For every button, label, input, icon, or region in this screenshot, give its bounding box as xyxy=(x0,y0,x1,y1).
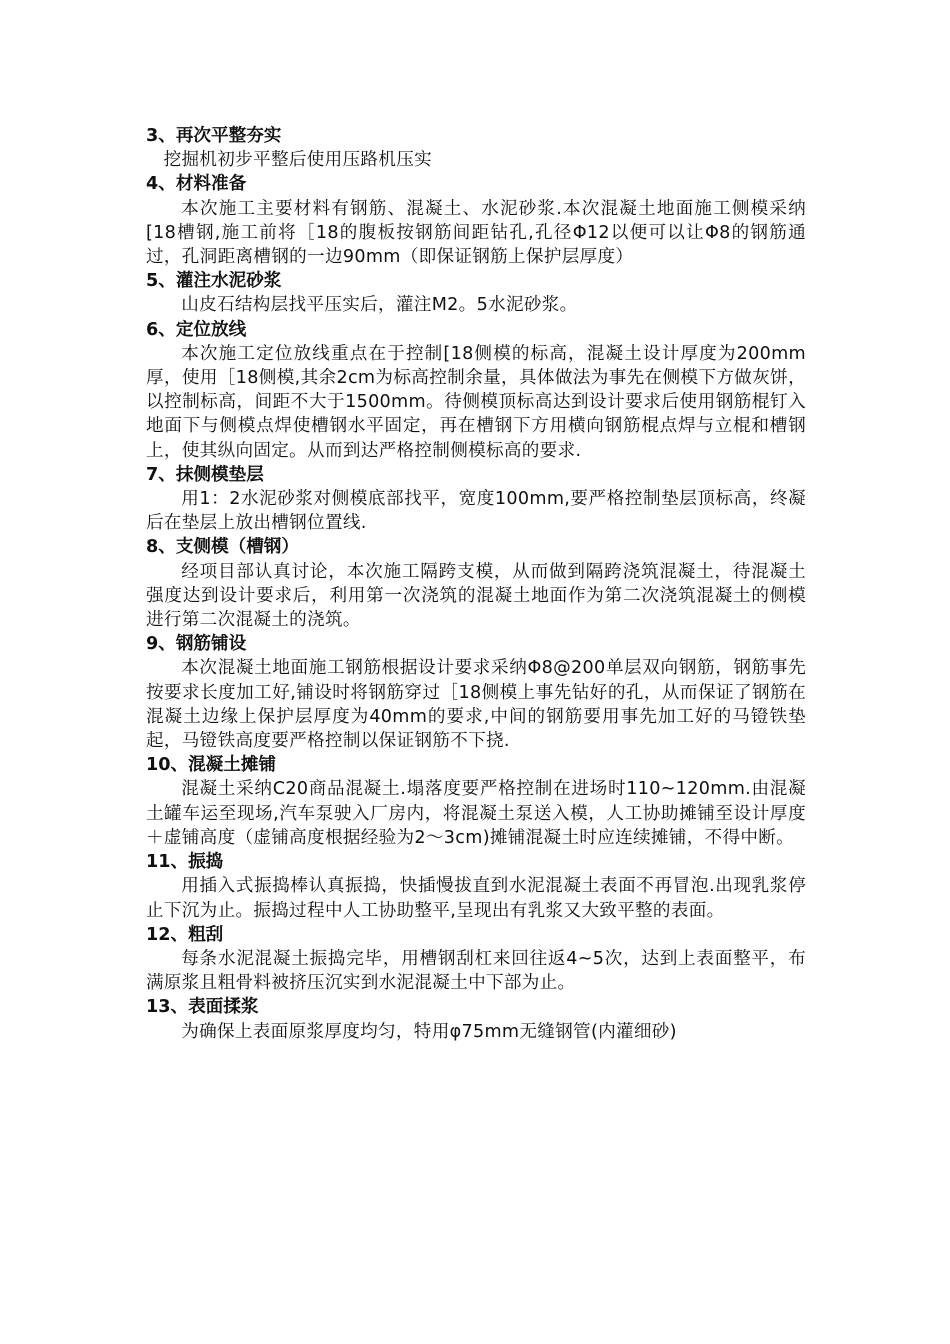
section-body-8: 经项目部认真讨论，本次施工隔跨支模，从而做到隔跨浇筑混凝土，待混凝土强度达到设计要求后，利用第一次浇筑的混凝土地面作为第二次浇筑混凝土的侧模进行第二次混凝土的浇筑。 xyxy=(146,561,806,631)
section-body-7: 用1：2水泥砂浆对侧模底部找平，宽度100mm,要严格控制垫层顶标高，终凝后在垫层上放出槽钢位置线. xyxy=(146,489,806,534)
section-heading-3: 3、再次平整夯实 xyxy=(146,126,282,146)
section-body-13: 为确保上表面原浆厚度均匀，特用φ75mm无缝钢管(内灌细砂) xyxy=(181,1021,677,1042)
section-heading-6: 6、定位放线 xyxy=(146,319,247,340)
section-body-3: 挖掘机初步平整后使用压路机压实 xyxy=(163,150,433,171)
section-body-12: 每条水泥混凝土振捣完毕，用槽钢刮杠来回往返4~5次，达到上表面整平，布满原浆且粗骨料被挤压沉实到水泥混凝土中下部为止。 xyxy=(146,948,806,994)
section-body-11: 用插入式振捣棒认真振捣，快插慢拔直到水泥混凝土表面不再冒泡.出现乳浆停止下沉为止。振捣过程中人工协助整平,呈现出有乳浆又大致平整的表面。 xyxy=(146,876,806,921)
section-heading-12: 12、粗刮 xyxy=(146,924,224,945)
section-heading-5: 5、灌注水泥砂浆 xyxy=(146,271,282,292)
section-heading-13: 13、表面揉浆 xyxy=(146,997,259,1018)
document-page xyxy=(146,124,806,1044)
section-heading-10: 10、混凝土摊铺 xyxy=(146,755,277,776)
section-body-9: 本次混凝土地面施工钢筋根据设计要求采纳Φ8@200单层双向钢筋，钢筋事先按要求长度加工好,铺设时将钢筋穿过［18侧模上事先钻好的孔，从而保证了钢筋在混凝土边缘上保护层厚度为40mm的要求,中间的钢筋要用事先加工好的马镫铁垫起，马镫铁高度要严格控制以保证钢筋不下挠. xyxy=(146,658,806,752)
section-heading-8: 8、支侧模（槽钢） xyxy=(146,537,299,558)
section-heading-4: 4、材料准备 xyxy=(146,174,247,195)
section-body-5: 山皮石结构层找平压实后，灌注M2。5水泥砂浆。 xyxy=(181,295,578,316)
section-heading-9: 9、钢筋铺设 xyxy=(146,634,247,655)
section-body-6: 本次施工定位放线重点在于控制[18侧模的标高，混凝土设计厚度为200mm厚，使用［18侧模,其余2cm为标高控制余量，具体做法为事先在侧模下方做灰饼，以控制标高，间距不大于1500mm。待侧模顶标高达到设计要求后使用钢筋棍钉入地面下与侧模点焊使槽钢水平固定，再在槽钢下方用横向钢筋棍点焊与立棍和槽钢上，使其纵向固定。从而到达严格控制侧模标高的要求. xyxy=(146,343,806,461)
section-heading-7: 7、抹侧模垫层 xyxy=(146,464,264,485)
section-body-4: 本次施工主要材料有钢筋、混凝土、水泥砂浆.本次混凝土地面施工侧模采纳[18槽钢,施工前将［18的腹板按钢筋间距钻孔,孔径Φ12以便可以让Φ8的钢筋通过，孔洞距离槽钢的一边90mm（即保证钢筋上保护层厚度） xyxy=(146,198,806,268)
section-body-10: 混凝土采纳C20商品混凝土.塌落度要严格控制在进场时110~120mm.由混凝土罐车运至现场,汽车泵驶入厂房内，将混凝土泵送入模，人工协助摊铺至设计厚度＋虚铺高度（虚铺高度根据经验为2～3cm)摊铺混凝土时应连续摊铺，不得中断。 xyxy=(146,779,806,848)
section-heading-11: 11、振捣 xyxy=(146,852,224,873)
